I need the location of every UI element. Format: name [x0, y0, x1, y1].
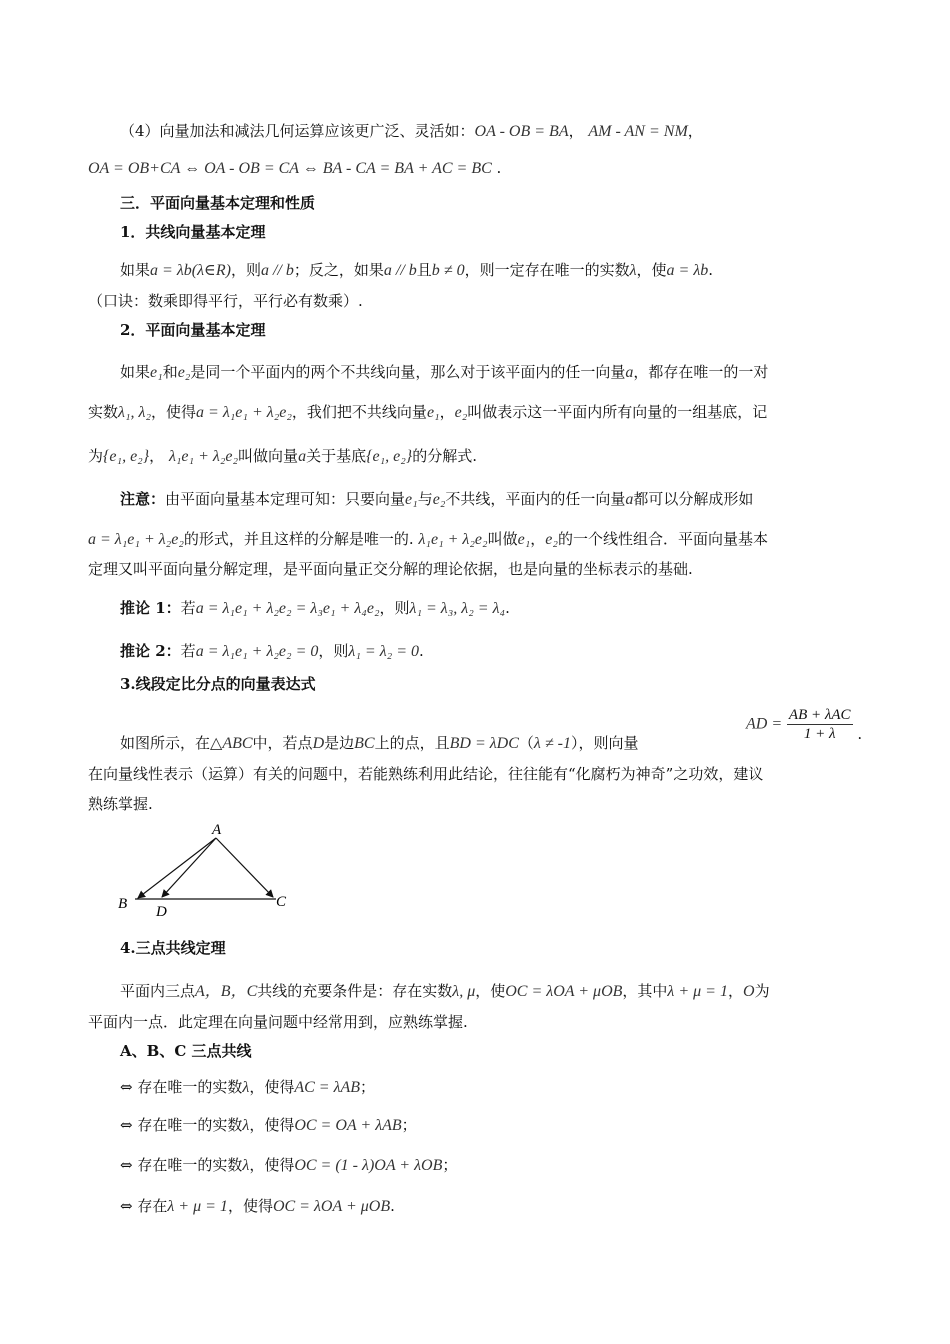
formula-basis-2: {e₁, e₂} [366, 448, 413, 465]
formula-a-eq-lambda-b: a = λb [666, 262, 709, 279]
s2-l2-text-e: 叫做表示这一平面内所有向量的一组基底，记 [467, 403, 768, 421]
row-4-text-a: 存在 [137, 1197, 168, 1215]
equivalence-row-2 [120, 1115, 417, 1136]
p4-text: （4）向量加法和减法几何运算应该更广泛、灵活如： [120, 122, 475, 140]
subsection-4-title: 4.三点共线定理 [120, 939, 226, 957]
corollary-1-text-a: 若 [180, 599, 196, 617]
s4-text-c: ，使 [475, 982, 506, 1000]
corollary-2-text-c: . [418, 642, 424, 660]
formula-ac-lambda-ab: AC = λAB [294, 1079, 361, 1096]
iff-symbol: ⇔ [120, 1116, 133, 1134]
note-text-d: 都可以分解成形如 [633, 490, 754, 508]
formula-corollary-1-result: λ₁ = λ₃, λ₂ = λ₄ [409, 600, 506, 617]
formula-oc-oa-lambda-ab: OC = OA + λAB [294, 1117, 402, 1134]
s2-l3-text-b: ， [149, 447, 165, 465]
triangle-figure [110, 818, 310, 923]
formula-lambda-plus-mu: λ + μ = 1 [667, 983, 728, 1000]
section-3-title: 三．平面向量基本定理和性质 [120, 194, 316, 212]
note-l2-text-c: ， [530, 530, 546, 548]
s1-text-b: ，则 [230, 261, 261, 279]
iff-symbol: ⇔ [120, 1197, 133, 1215]
s3-line-2: 在向量线性表示（运算）有关的问题中，若能熟练利用此结论，往往能有“化腐朽为神奇”之功效，建议 [88, 765, 764, 783]
s2-text-a: 如果 [120, 363, 151, 381]
p4-dot: . [496, 159, 502, 177]
paragraph-4-line-2 [88, 158, 501, 179]
s4-line-1 [120, 981, 770, 1002]
fraction [787, 706, 853, 743]
vector-ab [138, 838, 216, 898]
iff-symbol: ⇔ [120, 1078, 133, 1096]
corollary-1-label: 推论 1： [120, 599, 181, 617]
s3-text-e: （ [518, 734, 534, 752]
s2-l2-text-d: ， [439, 403, 455, 421]
formula-ad: AD = [746, 715, 783, 733]
vector-ac [216, 838, 273, 897]
row-3-text-b: ，使得 [249, 1156, 295, 1174]
s1-text-g: ，使 [636, 261, 667, 279]
formula-oc-combination: OC = λOA + μOB [272, 1198, 391, 1215]
formula-e1: e₁ [405, 491, 418, 508]
formula-lambda-neq: λ ≠ -1 [533, 735, 571, 752]
corollary-1-text-c: . [505, 599, 510, 617]
p4-end: ， [687, 122, 703, 140]
formula-e2: e₂ [432, 491, 446, 508]
s2-text-d: ，都存在唯一的一对 [633, 363, 769, 381]
formula-a-b-c: A，B，C [195, 983, 258, 1000]
s3-text-h: . [857, 725, 863, 743]
formula-lambda-mu: λ, μ [452, 983, 476, 1000]
corollary-2-text-b: ，则 [318, 642, 349, 660]
s2-text-b: 和 [162, 363, 178, 381]
s3-text-d: 上的点，且 [374, 734, 450, 752]
p4-sep: ， [568, 122, 584, 140]
note-text-c: 不共线，平面内的任一向量 [445, 490, 626, 508]
corollary-1 [120, 598, 510, 619]
formula-decomposition-2: a = λ₁e₁ + λ₂e₂ [88, 531, 184, 548]
formula-lambda: λ [629, 262, 637, 279]
fraction-numerator: AB + λAC [788, 707, 851, 723]
subsection-1-title: 1．共线向量基本定理 [120, 223, 266, 241]
label-a: A [212, 822, 222, 838]
formula-lambda: λ [242, 1117, 250, 1134]
formula-a-parallel-b: a // b [260, 262, 294, 279]
formula-e2: e₂ [177, 364, 191, 381]
formula-e1: e₁ [517, 531, 531, 548]
s2-l2-text-c: ，我们把不共线向量 [291, 403, 427, 421]
s2-l2-text-a: 实数 [88, 403, 119, 421]
formula-oc-one-minus-lambda: OC = (1 - λ)OA + λOB [294, 1157, 443, 1174]
formula-a: a [625, 491, 634, 508]
s4-text-d: ，其中 [622, 982, 668, 1000]
corollary-2-label: 推论 2： [120, 642, 181, 660]
s2-text-c: 是同一个平面内的两个不共线向量，那么对于该平面内的任一向量 [190, 363, 626, 381]
s2-line-1 [120, 362, 768, 383]
formula-ad-fraction [746, 706, 862, 743]
formula-lambda-plus-mu: λ + μ = 1 [167, 1198, 228, 1215]
row-1-text-a: 存在唯一的实数 [137, 1078, 243, 1096]
s1-text-e: ，则一定存在唯一的实数 [464, 261, 630, 279]
label-b: B [118, 896, 128, 912]
formula-e1: e₁ [150, 364, 163, 381]
corollary-1-text-b: ，则 [379, 599, 410, 617]
equivalence-row-3 [120, 1155, 457, 1176]
s2-l3-text-e: 的分解式. [412, 447, 477, 465]
s2-l2-text-b: ，使得 [151, 403, 197, 421]
note-text-a: 由平面向量基本定理可知：只要向量 [165, 490, 406, 508]
s4-line-2: 平面内一点．此定理在向量问题中经常用到，应熟练掌握. [88, 1013, 468, 1031]
equivalence-row-1 [120, 1077, 375, 1098]
row-2-text-a: 存在唯一的实数 [137, 1116, 243, 1134]
formula-equivalence-chain: OA = OB+CA ⇔ OA - OB = CA ⇔ BA - CA = BA + AC = BC [88, 160, 492, 177]
s4-subtitle: A、B、C 三点共线 [120, 1042, 252, 1060]
formula-corollary-1: a = λ₁e₁ + λ₂e₂ = λ₃e₁ + λ₄e₂ [195, 600, 380, 617]
formula-a-lambda-b: a = λb(λ∈R) [150, 262, 231, 279]
formula-e2: e₂ [545, 531, 558, 548]
s4-text-a: 平面内三点 [120, 982, 196, 1000]
formula-triangle-abc: △ABC [210, 735, 253, 752]
row-2-text-c: ； [401, 1116, 417, 1134]
iff-symbol: ⇔ [120, 1156, 133, 1174]
formula-linear-combination: λ₁e₁ + λ₂e₂ [168, 448, 239, 465]
row-4-text-c: . [390, 1197, 395, 1215]
paragraph-4-line-1 [120, 121, 703, 142]
formula-a-parallel-b-2: a // b [383, 262, 417, 279]
s4-text-e: ， [727, 982, 743, 1000]
s1-text-h: . [708, 261, 714, 279]
s1-line-1 [120, 260, 713, 281]
formula-b-not-zero: b ≠ 0 [431, 262, 465, 279]
formula-e1: e₁ [426, 404, 440, 421]
s4-text-b: 共线的充要条件是：存在实数 [257, 982, 453, 1000]
subsection-2-title: 2．平面向量基本定理 [120, 321, 266, 339]
s2-line-3 [88, 446, 477, 467]
label-d: D [156, 904, 167, 920]
formula-am-an-nm: AM - AN = NM [588, 123, 688, 140]
note-l2-text-b: 叫做 [487, 530, 518, 548]
formula-basis: {e₁, e₂} [103, 448, 150, 465]
vector-ad [162, 838, 216, 897]
formula-decomposition: a = λ₁e₁ + λ₂e₂ [196, 404, 292, 421]
s1-text-a: 如果 [120, 261, 151, 279]
formula-lambda1-lambda2: λ₁, λ₂ [118, 404, 151, 421]
s1-text-c: ；反之，如果 [293, 261, 384, 279]
s4-text-f: 为 [754, 982, 770, 1000]
s2-l3-text-c: 叫做向量 [238, 447, 299, 465]
formula-linear-combination-2: λ₁e₁ + λ₂e₂ [418, 531, 488, 548]
formula-bc: BC [354, 735, 375, 752]
row-1-text-c: ； [360, 1078, 376, 1096]
formula-corollary-2-result: λ₁ = λ₂ = 0 [348, 643, 419, 660]
s1-text-d: 且 [416, 261, 432, 279]
row-4-text-b: ，使得 [227, 1197, 273, 1215]
s3-text-c: 是边 [324, 734, 355, 752]
corollary-2 [120, 641, 424, 662]
fraction-denominator: 1 + λ [803, 726, 836, 742]
note-text-b: 与 [417, 490, 433, 508]
formula-oc-combination: OC = λOA + μOB [505, 983, 623, 1000]
subsection-3-title: 3.线段定比分点的向量表达式 [120, 675, 316, 693]
s3-text-g: ），则向量 [570, 734, 639, 752]
formula-corollary-2: a = λ₁e₁ + λ₂e₂ = 0 [195, 643, 319, 660]
note-label: 注意： [120, 490, 166, 508]
s3-line-3: 熟练掌握. [88, 795, 153, 813]
row-1-text-b: ，使得 [249, 1078, 295, 1096]
note-line-3: 定理又叫平面向量分解定理，是平面向量正交分解的理论依据，也是向量的坐标表示的基础. [88, 560, 693, 578]
note-line-2 [88, 529, 768, 550]
formula-e2: e₂ [454, 404, 468, 421]
row-2-text-b: ，使得 [249, 1116, 295, 1134]
s3-line-1 [120, 733, 638, 754]
formula-d: D [312, 735, 325, 752]
s3-text-b: 中，若点 [252, 734, 313, 752]
formula-a: a [625, 364, 634, 381]
note-line-1 [120, 489, 753, 510]
row-3-text-c: ； [442, 1156, 458, 1174]
s1-line-2: （口诀：数乘即得平行，平行必有数乘）. [88, 292, 363, 310]
note-l2-text-d: 的一个线性组合．平面向量基本 [557, 530, 768, 548]
formula-bd-lambda-dc: BD = λDC [449, 735, 519, 752]
formula-a: a [298, 448, 307, 465]
formula-oa-ob-ba: OA - OB = BA [474, 123, 569, 140]
s2-line-2 [88, 402, 767, 423]
s2-l3-text-d: 关于基底 [306, 447, 367, 465]
note-l2-text-a: 的形式，并且这样的分解是唯一的. [183, 530, 414, 548]
s3-text-a: 如图所示，在 [120, 734, 211, 752]
s2-l3-text-a: 为 [88, 447, 104, 465]
row-3-text-a: 存在唯一的实数 [137, 1156, 243, 1174]
corollary-2-text-a: 若 [180, 642, 196, 660]
label-c: C [276, 894, 287, 910]
formula-o: O [743, 983, 755, 1000]
formula-lambda: λ [242, 1157, 250, 1174]
equivalence-row-4 [120, 1196, 395, 1217]
formula-lambda: λ [242, 1079, 250, 1096]
